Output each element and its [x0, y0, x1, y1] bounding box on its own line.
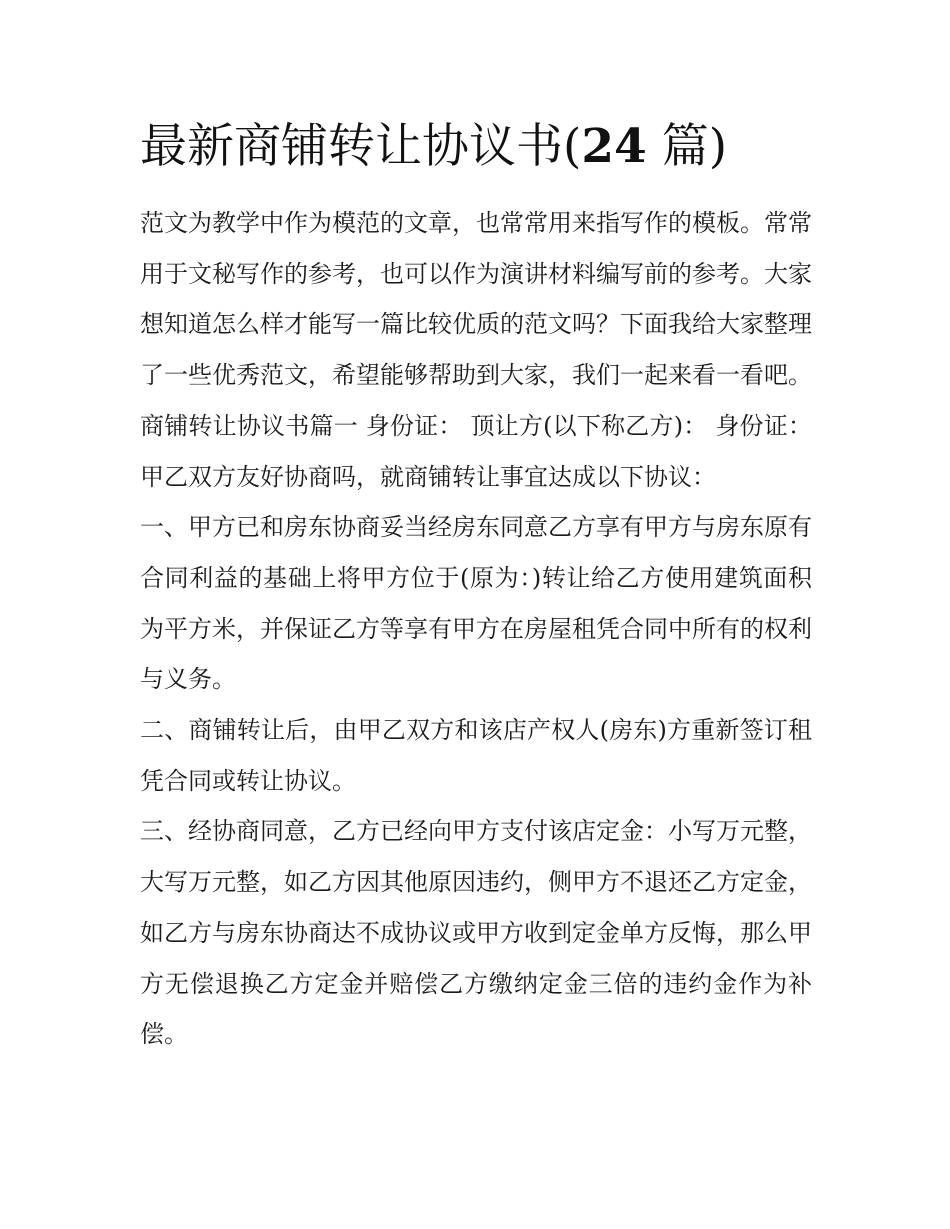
paragraph-intro: 范文为教学中作为模范的文章，也常常用来指写作的模板。常常用于文秘写作的参考，也可以作为演讲材料编写前的参考。大家想知道怎么样才能写一篇比较优质的范文吗？下面我给大家整理了一些优秀范文，希望能够帮助到大家，我们一起来看一看吧。 — [140, 209, 812, 390]
paragraph-clause-3: 三、经协商同意，乙方已经向甲方支付该店定金：小写万元整，大写万元整，如乙方因其他原因违约，侧甲方不退还乙方定金，如乙方与房东协商达不成协议或甲方收到定金单方反悔，那么甲方无偿退换乙方定金并赔偿乙方缴纳定金三倍的违约金作为补偿。 — [140, 817, 812, 1049]
document-title — [140, 112, 840, 182]
paragraph-clause-2: 二、商铺转让后，由甲乙双方和该店产权人(房东)方重新签订租凭合同或转让协议。 — [140, 716, 812, 795]
document-title-count: 24 — [581, 119, 647, 174]
document-body — [140, 198, 812, 1060]
paragraph-clause-1: 一、甲方已和房东协商妥当经房东同意乙方享有甲方与房东原有合同利益的基础上将甲方位于(原为：)转让给乙方使用建筑面积为平方米，并保证乙方等享有甲方在房屋租凭合同中所有的权利与义务。 — [140, 513, 812, 694]
document-title-tail: 篇) — [646, 119, 728, 174]
document-title-text: 最新商铺转让协议书( — [140, 119, 582, 174]
paragraph-parties: 商铺转让协议书篇一 身份证： 顶让方(以下称乙方)： 身份证： 甲乙双方友好协商吗，就商铺转让事宜达成以下协议： — [140, 411, 812, 491]
